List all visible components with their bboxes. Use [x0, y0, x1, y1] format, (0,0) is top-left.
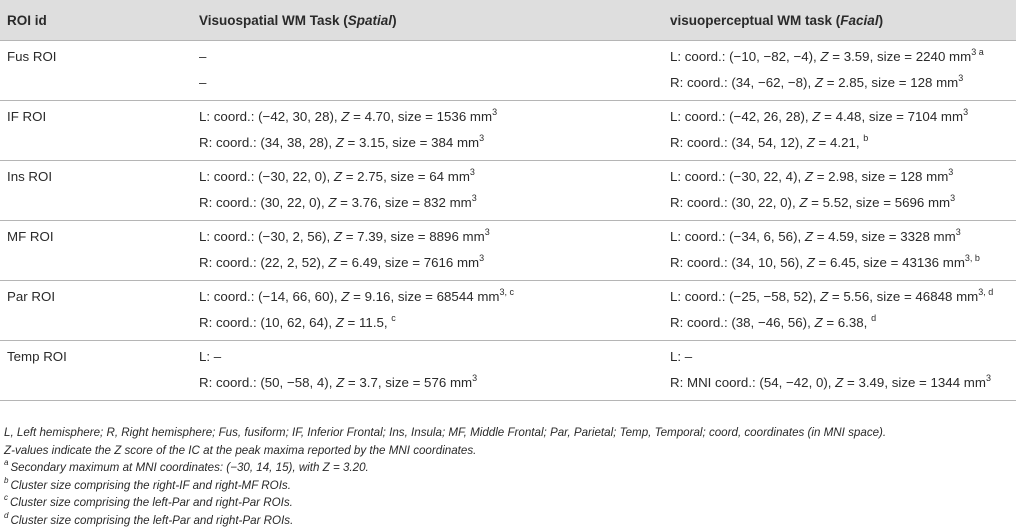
z-label: Z — [333, 169, 343, 184]
coord-text: R: coord.: (50, −58, 4), — [199, 375, 337, 390]
unit-exponent: 3 — [484, 226, 490, 237]
footnote-text: Z-values indicate the Z score of the IC at the peak maxima reported by the MNI coordinates. — [4, 443, 477, 457]
cell-line — [199, 108, 663, 134]
value-text: = 4.59, size = 3328 mm — [813, 229, 956, 244]
cell-line — [199, 288, 663, 314]
value-text: = 3.7, size = 576 mm — [344, 375, 473, 390]
table-header-row — [0, 0, 1016, 41]
cell-line — [670, 254, 1016, 280]
table-row — [0, 101, 1016, 161]
spatial-cell — [192, 341, 663, 401]
z-label: Z — [328, 195, 337, 210]
table-row — [0, 161, 1016, 221]
value-text: = 3.15, size = 384 mm — [343, 135, 480, 150]
z-label: Z — [820, 49, 829, 64]
footnote-line — [4, 512, 1012, 530]
z-label: Z — [804, 229, 814, 244]
coord-text: R: coord.: (34, 10, 56), — [670, 255, 807, 270]
footnote-letter: b — [4, 475, 9, 485]
cell-line — [670, 48, 1016, 74]
cell-line — [199, 48, 663, 74]
column-header-1 — [192, 0, 663, 41]
unit-exponent: 3 — [472, 372, 478, 383]
z-label: Z — [336, 375, 345, 390]
coord-text: L: coord.: (−34, 6, 56), — [670, 229, 805, 244]
cell-line — [670, 348, 1016, 374]
coord-text: L: – — [670, 349, 693, 364]
cell-line — [199, 228, 663, 254]
footnote-text: Secondary maximum at MNI coordinates: (−30, 14, 15), with Z = 3.20. — [10, 461, 369, 474]
value-text: = 2.98, size = 128 mm — [813, 169, 949, 184]
z-label: Z — [812, 109, 821, 124]
roi-id: Fus ROI — [7, 49, 57, 64]
coord-text: R: MNI coord.: (54, −42, 0), — [670, 375, 836, 390]
value-text: = 4.48, size = 7104 mm — [820, 109, 964, 124]
cell-line — [670, 134, 1016, 160]
footnote-line — [4, 459, 1012, 477]
footnote-line — [4, 424, 1012, 442]
coord-text: R: coord.: (22, 2, 52), — [199, 255, 329, 270]
column-header-suffix: ) — [878, 12, 884, 28]
footnote-line — [4, 477, 1012, 495]
roi-id-cell — [0, 41, 192, 101]
facial-cell — [663, 221, 1016, 281]
column-header-italic: Spatial — [347, 12, 393, 28]
cell-line — [199, 194, 663, 220]
unit-exponent: 3 — [978, 286, 984, 297]
footnote-text: Cluster size comprising the left-Par and right-Par ROIs. — [10, 513, 294, 527]
cell-line — [199, 254, 663, 280]
cell-line — [670, 228, 1016, 254]
unit-exponent: 3 — [958, 72, 964, 83]
unit-exponent: 3 — [479, 252, 485, 263]
roi-id: MF ROI — [7, 229, 54, 244]
facial-cell — [663, 41, 1016, 101]
z-label: Z — [806, 135, 815, 150]
footnote-marker: , b — [969, 252, 980, 263]
table-row — [0, 41, 1016, 101]
roi-id: Par ROI — [7, 289, 56, 304]
coord-text: L: coord.: (−30, 22, 4), — [670, 169, 805, 184]
spatial-cell — [192, 221, 663, 281]
value-text: = 7.39, size = 8896 mm — [342, 229, 485, 244]
value-text: = 5.52, size = 5696 mm — [807, 195, 951, 210]
footnote-text: L, Left hemisphere; R, Right hemisphere; Fus, fusiform; IF, Inferior Frontal; Ins, Insula; MF, Middle Frontal; Par, Parietal; Temp, Temporal; coord, coordinates (in MNI space). — [4, 426, 887, 439]
footnote-marker: , c — [504, 286, 514, 297]
z-label: Z — [835, 375, 844, 390]
footnote-letter: a — [4, 458, 9, 468]
facial-cell — [663, 161, 1016, 221]
footnote-marker: b — [863, 132, 869, 143]
roi-id: Temp ROI — [7, 349, 67, 364]
z-label: Z — [341, 109, 350, 124]
value-text: = 6.49, size = 7616 mm — [336, 255, 480, 270]
coord-text: L: coord.: (−42, 26, 28), — [670, 109, 813, 124]
coord-text: – — [199, 49, 207, 64]
z-label: Z — [335, 315, 344, 330]
facial-cell — [663, 341, 1016, 401]
coord-text: L: coord.: (−14, 66, 60), — [199, 289, 342, 304]
roi-id-cell — [0, 341, 192, 401]
cell-line — [670, 108, 1016, 134]
footnote-line — [4, 494, 1012, 512]
value-text: = 3.49, size = 1344 mm — [843, 375, 986, 390]
column-header-text: Visuospatial WM Task ( — [199, 12, 348, 28]
cell-line — [199, 374, 663, 400]
coord-text: R: coord.: (34, 54, 12), — [670, 135, 807, 150]
cell-line — [199, 134, 663, 160]
footnote-marker: a — [976, 46, 984, 57]
value-text: = 3.76, size = 832 mm — [336, 195, 472, 210]
z-label: Z — [341, 289, 350, 304]
coord-text: – — [199, 75, 207, 90]
spatial-cell — [192, 161, 663, 221]
footnote-text: Cluster size comprising the left-Par and right-Par ROIs. — [10, 496, 293, 509]
value-text: = 4.21, — [814, 135, 864, 150]
table-footnotes — [4, 424, 1012, 529]
roi-id-cell — [0, 101, 192, 161]
value-text: = 2.85, size = 128 mm — [823, 75, 959, 90]
value-text: = 6.45, size = 43136 mm — [814, 255, 965, 270]
value-text: = 5.56, size = 46848 mm — [828, 289, 979, 304]
column-header-text: ROI id — [7, 12, 47, 28]
unit-exponent: 3 — [950, 192, 956, 203]
column-header-2 — [663, 0, 1016, 41]
coord-text: L: coord.: (−10, −82, −4), — [670, 49, 821, 64]
value-text: = 6.38, — [822, 315, 872, 330]
coord-text: L: coord.: (−30, 2, 56), — [199, 229, 334, 244]
facial-cell — [663, 281, 1016, 341]
footnote-letter: d — [4, 510, 9, 520]
coord-text: L: coord.: (−42, 30, 28), — [199, 109, 342, 124]
roi-id-cell — [0, 221, 192, 281]
footnote-text: Cluster size comprising the right-IF and right-MF ROIs. — [10, 478, 291, 492]
coord-text: R: coord.: (30, 22, 0), — [199, 195, 329, 210]
coord-text: L: coord.: (−30, 22, 0), — [199, 169, 334, 184]
coord-text: R: coord.: (10, 62, 64), — [199, 315, 336, 330]
value-text: = 9.16, size = 68544 mm — [349, 289, 500, 304]
table-row — [0, 221, 1016, 281]
coord-text: R: coord.: (34, 38, 28), — [199, 135, 336, 150]
column-header-text: visuoperceptual WM task ( — [670, 12, 841, 28]
roi-id: Ins ROI — [7, 169, 53, 184]
unit-exponent: 3 — [492, 106, 498, 117]
value-text: = 3.59, size = 2240 mm — [828, 49, 972, 64]
unit-exponent: 3 — [963, 106, 969, 117]
roi-id-cell — [0, 281, 192, 341]
roi-id-cell — [0, 161, 192, 221]
z-label: Z — [335, 135, 344, 150]
footnote-marker: d — [871, 312, 877, 323]
unit-exponent: 3 — [948, 166, 954, 177]
table-row — [0, 341, 1016, 401]
cell-line — [670, 288, 1016, 314]
cell-line — [670, 194, 1016, 220]
footnote-marker: , d — [983, 286, 994, 297]
z-label: Z — [333, 229, 343, 244]
roi-id: IF ROI — [7, 109, 47, 124]
cell-line — [199, 74, 663, 100]
z-label: Z — [814, 315, 823, 330]
coord-text: L: – — [199, 349, 222, 364]
z-label: Z — [328, 255, 337, 270]
spatial-cell — [192, 41, 663, 101]
coord-text: R: coord.: (30, 22, 0), — [670, 195, 800, 210]
unit-exponent: 3 — [469, 166, 475, 177]
coord-text: L: coord.: (−25, −58, 52), — [670, 289, 821, 304]
unit-exponent: 3 — [955, 226, 961, 237]
z-label: Z — [814, 75, 823, 90]
cell-line — [199, 314, 663, 340]
spatial-cell — [192, 101, 663, 161]
unit-exponent: 3 — [964, 252, 970, 263]
column-header-0 — [0, 0, 192, 41]
value-text: = 11.5, — [343, 315, 392, 330]
value-text: = 4.70, size = 1536 mm — [349, 109, 493, 124]
value-text: = 2.75, size = 64 mm — [342, 169, 470, 184]
cell-line — [670, 314, 1016, 340]
footnote-letter: c — [4, 493, 8, 503]
unit-exponent: 3 — [971, 46, 977, 57]
facial-cell — [663, 101, 1016, 161]
spatial-cell — [192, 281, 663, 341]
unit-exponent: 3 — [985, 372, 991, 383]
coord-text: R: coord.: (34, −62, −8), — [670, 75, 815, 90]
unit-exponent: 3 — [479, 132, 485, 143]
cell-line — [670, 168, 1016, 194]
z-label: Z — [806, 255, 815, 270]
z-label: Z — [799, 195, 808, 210]
z-label: Z — [804, 169, 814, 184]
cell-line — [670, 374, 1016, 400]
z-label: Z — [820, 289, 829, 304]
column-header-italic: Facial — [840, 12, 879, 28]
unit-exponent: 3 — [471, 192, 477, 203]
unit-exponent: 3 — [499, 286, 505, 297]
footnote-marker: c — [391, 312, 396, 323]
cell-line — [199, 348, 663, 374]
table-body — [0, 41, 1016, 401]
column-header-suffix: ) — [392, 12, 397, 28]
cell-line — [199, 168, 663, 194]
cell-line — [670, 74, 1016, 100]
table-row — [0, 281, 1016, 341]
coord-text: R: coord.: (38, −46, 56), — [670, 315, 815, 330]
footnote-line — [4, 442, 1012, 460]
